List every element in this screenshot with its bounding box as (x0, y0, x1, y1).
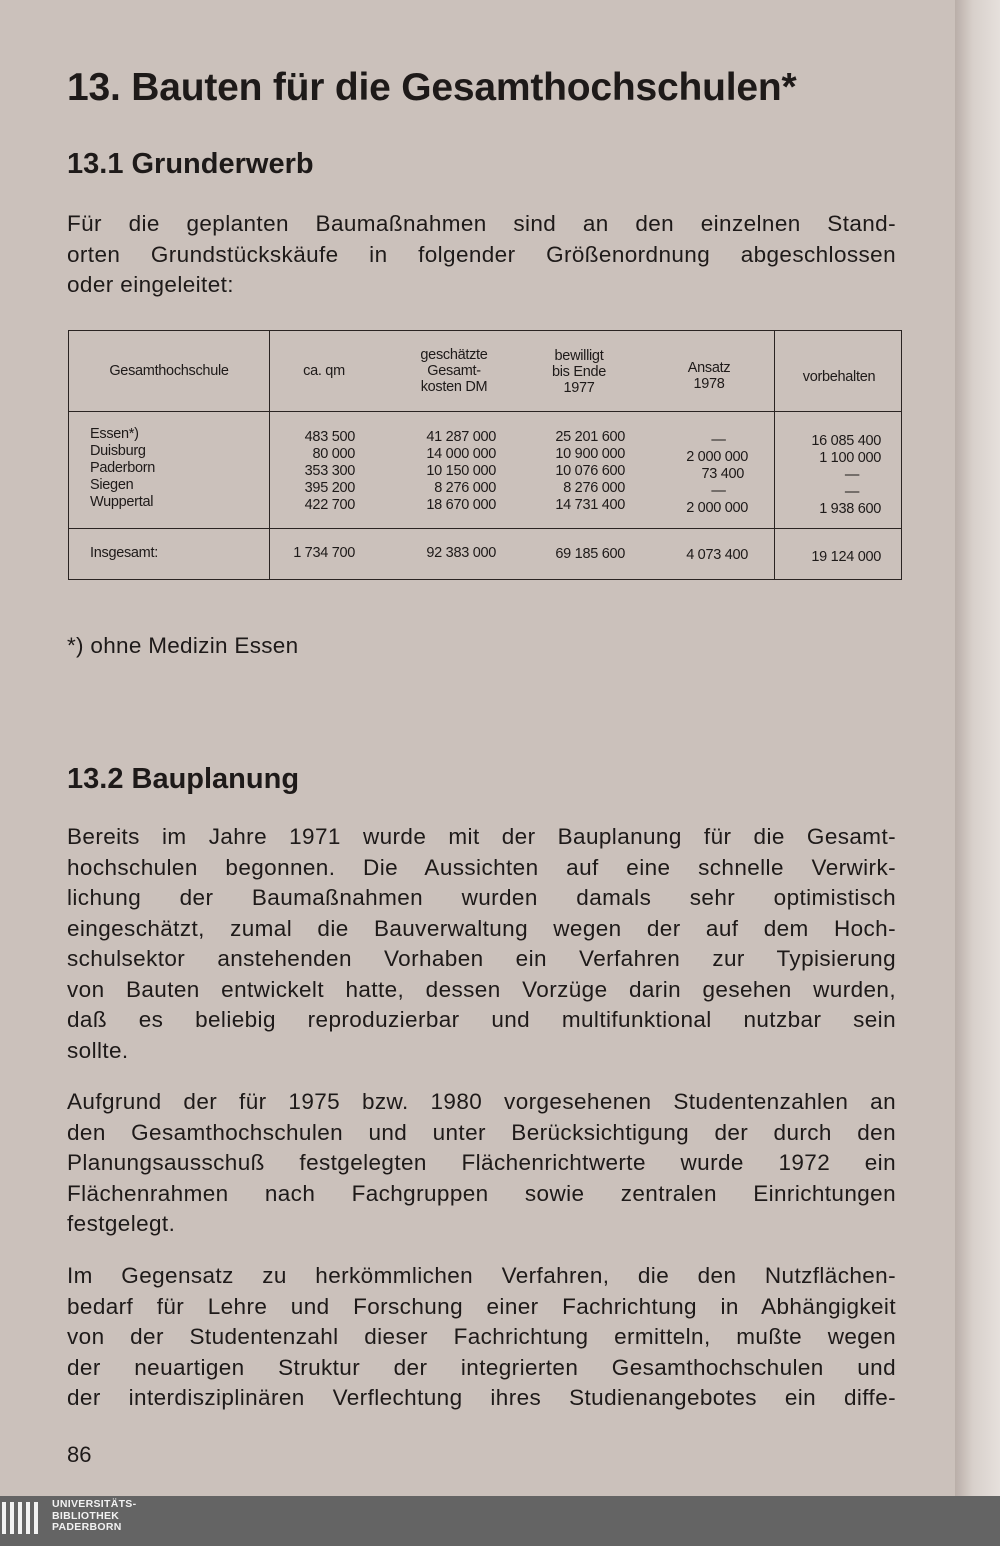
total-qm: 1 734 700 (293, 545, 355, 561)
table-cell: — (711, 432, 726, 448)
table-cell: — (844, 467, 860, 483)
table-cell: Paderborn (90, 460, 156, 476)
text-line: Bereits im Jahre 1971 wurde mit der Bauplanung für die Gesamt- (67, 824, 896, 849)
table-cell: 14 731 400 (555, 497, 625, 513)
book-spine (955, 0, 1000, 1496)
text-line: eingeschätzt, zumal die Bauverwaltung wegen der auf dem Hoch- (67, 915, 896, 941)
total-granted: 69 185 600 (555, 546, 625, 562)
text-line: hochschulen begonnen. Die Aussichten auf eine schnelle Verwirk- (67, 854, 896, 880)
table-cell: Duisburg (90, 443, 146, 459)
text-line: sollte. (67, 1037, 129, 1063)
text-line: Für die geplanten Baumaßnahmen sind an den einzelnen Stand- (67, 211, 896, 236)
table-cell: 8 276 000 (563, 480, 625, 496)
text-line: orten Grundstückskäufe in folgender Größenordnung abgeschlossen (67, 241, 896, 267)
section-1-title: 13.1 Grunderwerb (67, 148, 314, 180)
text-line: den Gesamthochschulen und unter Berücksichtigung der durch den (67, 1119, 896, 1145)
table-cell: — (844, 484, 860, 500)
table-cell: 1 938 600 (819, 501, 881, 517)
total-reserved: 19 124 000 (811, 549, 881, 565)
table-cell: 395 200 (304, 480, 355, 496)
table-cell: 18 670 000 (426, 497, 496, 513)
land-acquisition-table (68, 330, 902, 580)
table-cell: 8 276 000 (434, 480, 496, 496)
text-line: oder eingeleitet: (67, 272, 234, 297)
table-cell: Essen*) (90, 426, 139, 442)
school-column (90, 426, 155, 511)
table-cell: Siegen (90, 477, 134, 493)
text-line: schulsektor anstehenden Vorhaben ein Verfahren zur Typisierung (67, 946, 896, 971)
table-cell: 80 000 (312, 446, 355, 462)
page-number: 86 (67, 1442, 92, 1467)
header-qm: ca. qm (303, 363, 345, 379)
paragraph-3 (67, 1261, 896, 1414)
paragraph-1 (67, 822, 896, 1066)
table-cell: 1 100 000 (819, 450, 881, 466)
reserved-column (775, 433, 881, 518)
table-cell: 16 085 400 (811, 433, 881, 449)
chapter-heading: 13. Bauten für die Gesamthochschulen* (67, 66, 797, 109)
text-line: der interdisziplinären Verflechtung ihres Studienangebotes ein diffe- (67, 1385, 896, 1410)
paragraph-2 (67, 1087, 896, 1240)
text-line: von der Studentenzahl dieser Fachrichtung ermitteln, mußte wegen (67, 1324, 896, 1349)
table-cell: 73 400 (701, 466, 744, 482)
total-cost: 92 383 000 (426, 545, 496, 561)
table-cell: 41 287 000 (426, 429, 496, 445)
table-cell: 25 201 600 (555, 429, 625, 445)
table-cell: Wuppertal (90, 494, 154, 510)
footnote: *) ohne Medizin Essen (67, 633, 299, 658)
total-ansatz: 4 073 400 (686, 547, 748, 563)
table-divider (69, 411, 901, 412)
text-line: lichung der Baumaßnahmen wurden damals sehr optimistisch (67, 885, 896, 910)
text-line: bedarf für Lehre und Forschung einer Fachrichtung in Abhängigkeit (67, 1293, 896, 1319)
table-divider (69, 528, 901, 529)
table-cell: 483 500 (304, 429, 355, 445)
table-cell: 10 900 000 (555, 446, 625, 462)
section-2-title: 13.2 Bauplanung (67, 763, 300, 795)
table-cell: — (711, 483, 726, 499)
text-line: von Bauten entwickelt hatte, dessen Vorzüge darin gesehen wurden, (67, 976, 896, 1002)
text-line: daß es beliebig reproduzierbar und multifunktional nutzbar sein (67, 1007, 896, 1032)
text-line: Aufgrund der für 1975 bzw. 1980 vorgesehenen Studentenzahlen an (67, 1089, 896, 1114)
library-logo-text: UNIVERSITÄTS- BIBLIOTHEK PADERBORN (52, 1498, 137, 1533)
text-line: der neuartigen Struktur der integrierten Gesamthochschulen und (67, 1354, 896, 1380)
table-cell: 422 700 (304, 497, 355, 513)
ansatz-column (649, 432, 748, 517)
table-cell: 2 000 000 (686, 449, 748, 465)
table-cell: 10 076 600 (555, 463, 625, 479)
header-reserved: vorbehalten (802, 369, 876, 385)
header-school: Gesamthochschule (109, 363, 229, 379)
total-label: Insgesamt: (90, 545, 158, 561)
table-cell: 14 000 000 (426, 446, 496, 462)
header-granted: bewilligt bis Ende 1977 (551, 348, 607, 396)
table-cell: 10 150 000 (426, 463, 496, 479)
text-line: Flächenrahmen nach Fachgruppen sowie zentralen Einrichtungen (67, 1180, 896, 1206)
header-cost: geschätzte Gesamt- kosten DM (420, 347, 488, 395)
library-logo-icon (2, 1502, 42, 1539)
cost-column (389, 429, 496, 514)
text-line: Planungsausschuß festgelegten Flächenrichtwerte wurde 1972 ein (67, 1150, 896, 1175)
table-cell: 353 300 (304, 463, 355, 479)
header-ansatz: Ansatz 1978 (687, 360, 731, 392)
qm-column (269, 429, 355, 514)
text-line: Im Gegensatz zu herkömmlichen Verfahren, die den Nutzflächen- (67, 1263, 896, 1288)
table-cell: 2 000 000 (686, 500, 748, 516)
library-footer-bar (0, 1496, 1000, 1546)
section-1-intro (67, 209, 896, 301)
text-line: festgelegt. (67, 1211, 176, 1236)
granted-column (519, 429, 625, 514)
